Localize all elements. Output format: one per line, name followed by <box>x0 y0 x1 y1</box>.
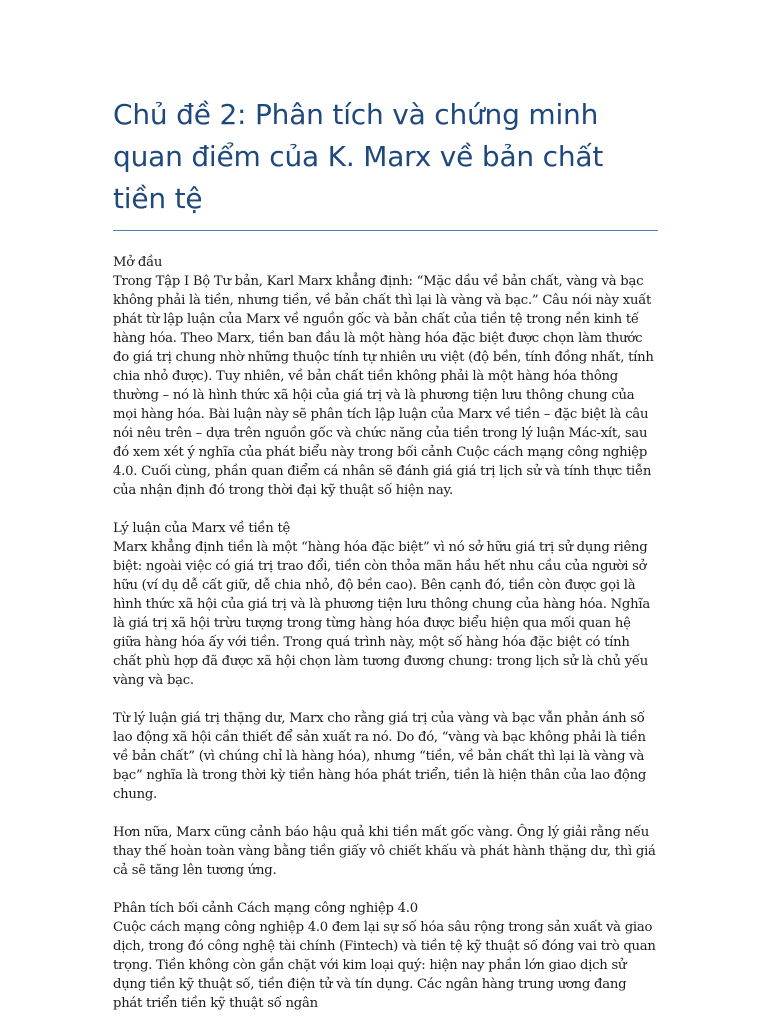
section-heading: Lý luận của Marx về tiền tệ <box>113 521 291 536</box>
paragraph: Marx khẳng định tiền là một “hàng hóa đặc biệt” vì nó sở hữu giá trị sử dụng riêng biệt: ngoài việc có giá trị trao đổi, tiền còn thỏa mãn hầu hết nhu cầu của người sở hữu (ví dụ dễ cất giữ, dễ chia nhỏ, độ bền cao). Bên cạnh đó, tiền còn được gọi là hình thức xã hội của giá trị và là phương tiện lưu thông chung của hàng hóa. Nghĩa là giá trị xã hội trừu tượng trong từng hàng hóa được biểu hiện qua mối quan hệ giữa hàng hóa ấy với tiền. Trong quá trình này, một số hàng hóa đặc biệt có tính chất phù hợp đã được xã hội chọn làm tương đương chung: trong lịch sử là chủ yếu vàng và bạc. <box>113 540 650 688</box>
paragraph: Từ lý luận giá trị thặng dư, Marx cho rằng giá trị của vàng và bạc vẫn phản ánh số lao động xã hội cần thiết để sản xuất ra nó. Do đó, “vàng và bạc không phải là tiền về bản chất” (vì chúng chỉ là hàng hóa), nhưng “tiền, về bản chất thì lại là vàng và bạc” nghĩa là trong thời kỳ tiền hàng hóa phát triển, tiền là hiện thân của lao động chung. <box>113 711 647 802</box>
paragraph: Trong Tập I Bộ Tư bản, Karl Marx khẳng định: “Mặc dầu về bản chất, vàng và bạc không phải là tiền, nhưng tiền, về bản chất thì lại là vàng và bạc.” Câu nói này xuất phát từ lập luận của Marx về nguồn gốc và bản chất của tiền tệ trong nền kinh tế hàng hóa. Theo Marx, tiền ban đầu là một hàng hóa đặc biệt được chọn làm thước đo giá trị chung nhờ những thuộc tính tự nhiên ưu việt (độ bền, tính đồng nhất, tính chia nhỏ được). Tuy nhiên, về bản chất tiền không phải là một hàng hóa thông thường – nó là hình thức xã hội của giá trị và là phương tiện lưu thông chung của mọi hàng hóa. Bài luận này sẽ phân tích lập luận của Marx về tiền – đặc biệt là câu nói nêu trên – dựa trên nguồn gốc và chức năng của tiền trong lý luận Mác-xít, sau đó xem xét ý nghĩa của phát biểu này trong bối cảnh Cuộc cách mạng công nghiệp 4.0. Cuối cùng, phần quan điểm cá nhân sẽ đánh giá giá trị lịch sử và tính thực tiễn của nhận định đó trong thời đại kỹ thuật số hiện nay. <box>113 274 654 498</box>
section-theory <box>113 519 658 880</box>
paragraph: Cuộc cách mạng công nghiệp 4.0 đem lại sự số hóa sâu rộng trong sản xuất và giao dịch, trong đó công nghệ tài chính (Fintech) và tiền tệ kỹ thuật số đóng vai trò quan trọng. Tiền không còn gắn chặt với kim loại quý: hiện nay phần lớn giao dịch sử dụng tiền kỹ thuật số, tiền điện tử và tín dụng. Các ngân hàng trung ương đang phát triển tiền kỹ thuật số ngân <box>113 920 656 1011</box>
section-intro <box>113 253 658 500</box>
document-page <box>113 94 658 1032</box>
section-industry-4 <box>113 899 658 1013</box>
title-underline <box>113 230 658 231</box>
document-title: Chủ đề 2: Phân tích và chứng minh quan điểm của K. Marx về bản chất tiền tệ <box>113 98 604 215</box>
section-heading: Phân tích bối cảnh Cách mạng công nghiệp 4.0 <box>113 901 418 916</box>
paragraph: Hơn nữa, Marx cũng cảnh báo hậu quả khi tiền mất gốc vàng. Ông lý giải rằng nếu thay thế hoàn toàn vàng bằng tiền giấy vô chiết khấu và phát hành thặng dư, thì giá cả sẽ tăng lên tương ứng. <box>113 825 656 878</box>
section-heading: Mở đầu <box>113 255 163 270</box>
